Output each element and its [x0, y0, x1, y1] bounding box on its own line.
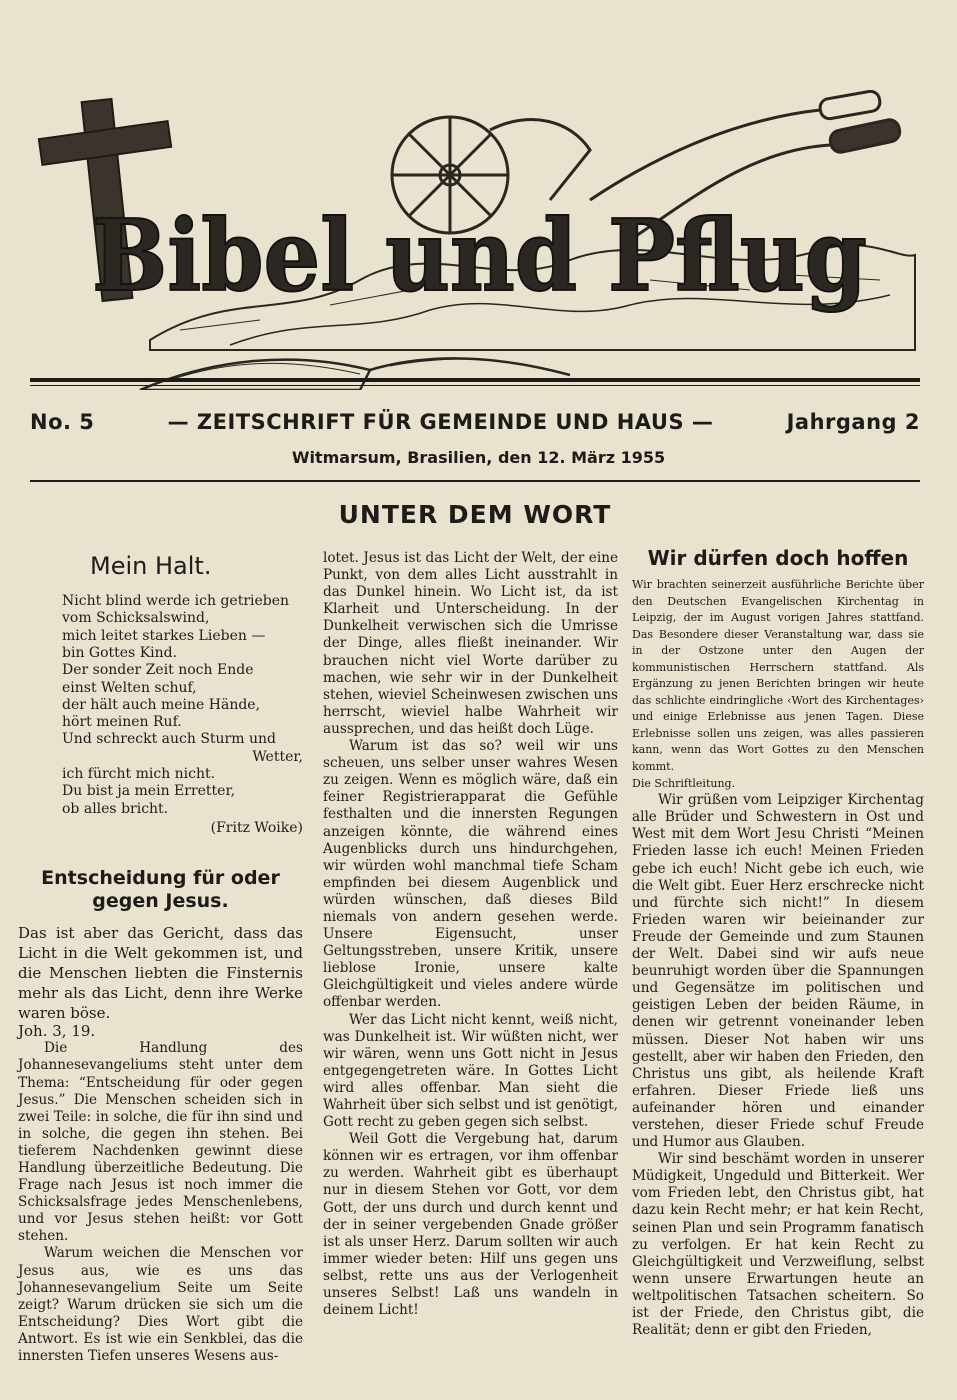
- poem-line: vom Schicksalswind,: [62, 610, 210, 627]
- masthead: [30, 90, 925, 390]
- issue-number: No. 5: [30, 410, 95, 434]
- article-intro: Wir brachten seinerzeit ausführliche Berichte über den Deutschen Evangelischen Kirchentag in Leipzig, der im August vorigen Jahres stattfand. Das Besondere dieser Veranstaltung war, dass sie in der Ostzone unter den Augen der kommunistischen Herrschern stattfand. Als Ergänzung zu jenen Berichten bringen wir heute das schlichte eindringliche ‹Wort des Kirchentages› und einige Erlebnisse aus jenen Tagen. Diese Erlebnisse sollen uns zeigen, was alles passieren kann, wenn das Wort Gottes zu den Menschen kommt.: [632, 578, 924, 773]
- poem-line: Du bist ja mein Erretter,: [62, 783, 236, 800]
- poem-line: Der sonder Zeit noch Ende: [62, 662, 254, 679]
- article-paragraph: Wir sind beschämt worden in unserer Müdigkeit, Ungeduld und Bitterkeit. Wer vom Frieden lebt, den Christus gibt, hat dazu kein Recht mehr; er hat kein Recht, seinen Plan und sein Programm fanatisch zu verfolgen. Er hat kein Recht zu Gleichgültigkeit und Verzweiflung, selbst wenn unsere Erwartungen heute an weltpolitischen Tatsachen scheitern. So ist der Friede, den Christus gibt, die Realität; denn er gibt den Frieden,: [632, 1151, 924, 1339]
- masthead-illustration: [30, 90, 925, 390]
- issue-volume: Jahrgang 2: [786, 410, 920, 434]
- place-date: Witmarsum, Brasilien, den 12. März 1955: [291, 448, 666, 467]
- poem-line: einst Welten schuf,: [62, 679, 197, 696]
- article-lead-reference: Joh. 3, 19.: [18, 1022, 96, 1041]
- article-title: [18, 867, 303, 913]
- article-lead-quote: Das ist aber das Gericht, dass das Licht in die Welt gekommen ist, und die Menschen liebten die Finsternis mehr als das Licht, denn ihre Werke waren böse.: [18, 924, 303, 1023]
- issue-line: [30, 410, 920, 434]
- article-paragraph: lotet. Jesus ist das Licht der Welt, der eine Punkt, von dem alles Licht ausstrahlt in das Dunkel hinein. Wo Licht ist, da ist Klarheit und Unterscheidung. In der Dunkelheit verwischen sich die Umrisse der Dinge, alles fließt ineinander. Wir brauchen nicht viel Worte darüber zu machen, wie sehr wir in der Dunkelheit stehen, wieviel Scheinwesen zwischen uns herrscht, wieviel halbe Wahrheit wir aussprechen, und das heißt doch Lüge.: [323, 550, 618, 737]
- poem-line: Nicht blind werde ich getrieben: [62, 593, 290, 610]
- poem-line: ob alles bricht.: [62, 800, 169, 817]
- issue-subtitle: — ZEITSCHRIFT FÜR GEMEINDE UND HAUS —: [167, 410, 714, 434]
- article-title: Wir dürfen doch hoffen: [647, 546, 909, 570]
- poem-line: der hält auch meine Hände,: [62, 696, 261, 713]
- poem-line: hört meinen Ruf.: [62, 714, 182, 731]
- masthead-rule-thick: [30, 378, 920, 382]
- poem-line: Und schreckt auch Sturm und: [62, 731, 276, 748]
- poem-author: (Fritz Woike): [210, 819, 303, 836]
- poem-line: mich leitet starkes Lieben —: [62, 627, 266, 644]
- poem-title: Mein Halt.: [90, 552, 212, 580]
- article-paragraph: Die Handlung des Johannesevangeliums steht unter dem Thema: “Entscheidung für oder gegen Jesus.” Die Menschen scheiden sich in zwei Teile: in solche, die für ihn sind und in solche, die gegen ihn stehen. Bei tieferem Nachdenken gewinnt diese Handlung überzeitliche Bedeutung. Die Frage nach Jesus ist noch immer die Schicksalsfrage jedes Menschenlebens, und vor Jesus stehen heißt: vor Gott stehen.: [18, 1040, 303, 1245]
- poem-line: Wetter,: [252, 748, 303, 765]
- article-paragraph: Weil Gott die Vergebung hat, darum können wir es ertragen, vor ihm offenbar zu werden. Wahrheit gibt es überhaupt nur in diesem Stehen vor Gott, vor dem Gott, der uns durch und durch kennt und der in seiner vergebenden Gnade größer ist als unser Herz. Darum sollten wir auch immer wieder beten: Hilf uns gegen uns selbst, rette uns aus der Verlogenheit unseres Selbst! Laß uns wandeln in deinem Licht!: [323, 1131, 618, 1319]
- masthead-rule-thin: [30, 385, 920, 386]
- column-2: [323, 550, 618, 1319]
- logo-text: Bibel und Pflug: [92, 199, 867, 314]
- article-paragraph: Wer das Licht nicht kennt, weiß nicht, was Dunkelheit ist. Wir wüßten nicht, wer wir wären, wenn uns Gott nicht in Jesus entgegengetreten wäre. In Gottes Licht wird alles offenbar. Man sieht die Wahrheit über sich selbst und ist genötigt, Gott recht zu geben gegen sich selbst.: [323, 1011, 618, 1131]
- header-rule: [30, 480, 920, 482]
- article-paragraph: Wir grüßen vom Leipziger Kirchentag alle Brüder und Schwestern in Ost und West mit dem Wort Jesu Christi “Meinen Frieden lasse ich euch! Meinen Frieden gebe ich euch! Nicht gebe ich euch, wie die Welt gibt. Euer Herz erschrecke nicht und fürchte sich nicht!” In diesem Frieden waren wir beieinander zur Freude der Gemeinde und zum Staunen der Welt. Dabei sind wir aufs neue beunruhigt worden über die Spannungen und Gegensätze im politischen und geistigen Leben der beiden Räume, in denen wir getrennt voneinander leben müssen. Dieser Not haben wir uns gestellt, aber wir haben den Frieden, den Christus uns gibt, als heilende Kraft erfahren. Dieser Friede ließ uns aufeinander hören und einander verstehen, dieser Friede schuf Freude und Humor aus Glauben.: [632, 792, 924, 1151]
- poem-line: bin Gottes Kind.: [62, 644, 178, 661]
- column-3: [632, 546, 924, 1339]
- section-title: UNTER DEM WORT: [338, 500, 612, 529]
- article-title-line: gegen Jesus.: [92, 890, 229, 913]
- article-paragraph: Warum ist das so? weil wir uns scheuen, uns selber unser wahres Wesen zu zeigen. Wenn es möglich wäre, daß ein feiner Registrierapparat die Gefühle festhalten und die innersten Regungen anzeigen könnte, die während eines Augenblicks durch uns hindurchgehen, wir würden wohl manchmal tiefe Scham empfinden bei diesem Augenblick und würden wünschen, daß dieses Bild niemals von andern gesehen werde. Unsere Eigensucht, unser Geltungsstreben, unsere Kritik, unsere lieblose Ironie, unsere kalte Gleichgültigkeit und vieles andere würde offenbar werden.: [323, 738, 618, 1011]
- column-1: [18, 550, 303, 1365]
- article-signature: Die Schriftleitung.: [632, 777, 736, 791]
- article-title-line: Entscheidung für oder: [41, 867, 280, 890]
- article-paragraph: Warum weichen die Menschen vor Jesus aus, wie es uns das Johannesevangelium Seite um Seite zeigt? Warum drücken sie sich um die Entscheidung? Dies Wort gibt die Antwort. Es ist wie ein Senkblei, das die innersten Tiefen unseres Wesens aus-: [18, 1245, 303, 1365]
- poem-line: ich fürcht mich nicht.: [62, 766, 216, 783]
- poem: [18, 593, 303, 837]
